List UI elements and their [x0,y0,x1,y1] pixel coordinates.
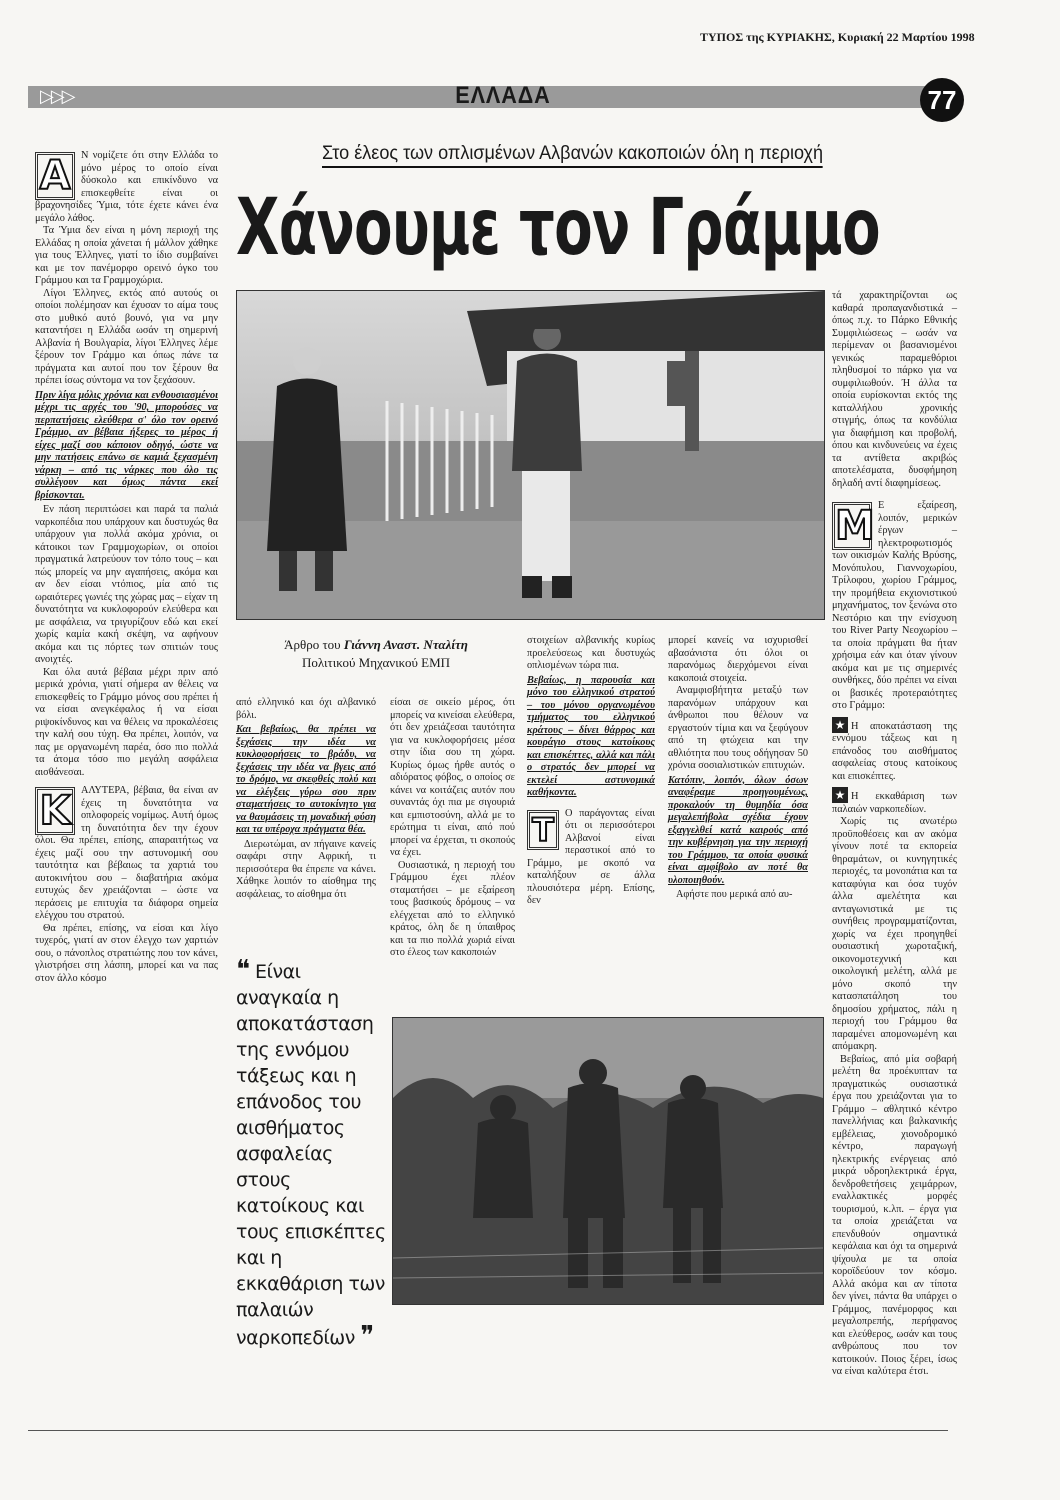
dropcap-k: Κ [35,787,75,835]
column-1 [35,150,218,985]
column-5 [668,635,808,902]
col2-highlight: Και βεβαίως, θα πρέπει να ξεχάσεις την ιδέα να κυκλοφορήσεις το βράδυ, να ξεχάσεις την ιδέα να βγεις από το δρόμο, να σκεφθείς πολύ και να ελέγξεις γύρω σου πριν σταματήσεις το αυτοκίνητο για να θαυμάσεις τη μοναδική φύση και τα υπέροχα πράγματα θέα. [236,724,376,835]
col6-p1: τά χαρακτηρίζονται ως καθαρά προπαγανδιστικά – όπως π.χ. το Πάρκο Εθνικής Συμφιλιώσεως – ωσάν να περίμεναν οι βασανισμένοι γενικώς παραμεθόριοι πληθυσμοί το πάρκο για να συμφιλιωθούν. Ή άλλα τα οποία ευρίσκονται εκτός της καταλλήλου χρονικής στιγμής, όπως τα κονδύλια για διαφήμιση και προβολή, όπου και κινδυνεύεις να έχεις τα αντίθετα ακριβώς αποτελέσματα, δυσφήμηση δηλαδή αντί διαφημίσεως. [832,290,957,489]
column-4 [527,635,655,908]
page-number: 77 [920,78,964,122]
col4-p1: στοιχείων αλβανικής κυρίως προελεύσεως και δυστυχώς οπλισμένων τώρα πια. [527,635,655,671]
col5-p4: Αφήστε που μερικά από αυ- [676,889,793,900]
col4-p3: Ο παράγοντας είναι ότι οι περισσότεροι Αλβανοί είναι περαστικοί από το Γράμμο, με σκοπό να καταλήξουν σε άλλα πλουσιότερα μέρη. Επίσης, δεν [527,807,655,906]
col1-p8: Θα πρέπει, επίσης, να είσαι και λίγο τυχερός, γιατί αν στον έλεγχο των χαρτιών σου, ο πάνοπλος στρατιώτης που τον κάνει, γλιστρήσει στη λάσπη, μπορεί και να πας στον άλλο κόσμο [35,922,218,984]
col6-bullet-1: Η αποκατάσταση της εννόμου τάξεως και η επάνοδος του αισθήματος ασφαλείας στους κατοίκους και επισκέπτες. [832,720,957,782]
byline-intro: Άρθρο του [284,637,341,652]
byline-author: Γιάννη Αναστ. Νταλίτη [343,637,468,652]
dropcap-t: Τ [527,810,559,850]
col1-p7: ΑΛΥΤΕΡΑ, βέβαια, θα είναι αν έχεις τη δυνατότητα να οπλοφορείς νομίμως. Αυτή όμως τη δυνατότητα δεν την έχουν όλοι. Θα πρέπει, επίσης, απαραιτήτως να έχεις μαζί σου την αστυνομική σου ταυτότητα και βέβαιως τα χαρτιά του αυτοκινήτου σου – διαβατήρια ακόμα ευτυχώς δεν χρειάζονται – ώστε να περάσεις με επιτυχία τα διάφορα σημεία ελέγχου του στρατού. [35,785,218,921]
section-arrows-icon: ▷▷▷ [40,86,73,107]
col2-p1: από ελληνικό και όχι αλβανικό βόλι. [236,697,376,721]
quote-close-icon: ❞ [360,1321,374,1351]
col1-p2: Τα Ύμια δεν είναι η μόνη περιοχή της Ελλάδας η οποία χάνεται ή μάλλον χάθηκε για τους Έλληνες, γιατί το ίδιο συμβαίνει και με τον πανέμορφο ορεινό όγκο του Γράμμου και τα Γραμμοχώρια. [35,225,218,286]
col5-p1: μπορεί κανείς να ισχυρισθεί αβασάνιστα ότι όλοι οι παρανόμως διερχόμενοι είναι κακοποιά στοιχεία. [668,635,808,684]
column-6 [832,290,957,1379]
bullet-star-icon: ★ [832,787,848,803]
column-2 [236,697,376,901]
col6-p3: Χωρίς τις ανωτέρω προϋποθέσεις και αν ακόμα γίνουν ποτέ τα εκπορεία θηραμάτων, οι κυνηγητικές περιοχές, τα μονοπάτια και τα καταφύγια και όσα τυχόν άλλα αμελέτητα και ανταγωνιστικά με τις συνήθεις προγραμματίζονται, χωρίς να έχει προηγηθεί ουσιαστική χωροταξική, οικονομοτεχνική και οικολογική μελέτη, αλλά με μόνο σκοπό την κατασπατάληση του δημοσίου χρήματος, πάλι η περιοχή του Γράμμου θα παραμένει απομονωμένη και απόμακρη. [832,816,957,1052]
col6-p2: Ε εξαίρεση, λοιπόν, μερικών έργων – ηλεκτροφωτισμός των οικισμών Καλής Βρύσης, Μονόπυλου, Γιαννοχωρίου, Τρίλοφου, χωρίου Γράμμος, την προμήθεια εκχιονιστικού μηχανήματος, τον ξενώνα στο Νεστόριο και την ενίσχυση του River Party Νεοχωρίου – τα οποία πράγματι θα ήταν χρήσιμα εάν και όταν γίνουν ακόμα και με τις σημερινές συνθήκες, δύο πρέπει να είναι οι βασικές προτεραιότητες στο Γράμμο: [832,500,957,711]
headline: Χάνουμε τον Γράμμο [236,183,880,273]
quote-open-icon: ❝ [236,955,250,985]
masthead: ΤΥΠΟΣ της ΚΥΡΙΑΚΗΣ, Κυριακή 22 Μαρτίου 1998 [700,30,975,44]
photo-soldiers-patrol [392,1017,824,1305]
col6-bullet-2: Η εκκαθάριση των παλαιών ναρκοπεδίων. [832,791,957,815]
col5-p2: Αναμφισβήτητα μεταξύ των παρανόμων υπάρχουν και άνθρωποι που θέλουν να εργαστούν τίμια και να ξεφύγουν από τη φτώχεια και την αθλιότητα που τους οδήγησαν 50 χρόνια σοσιαλιστικών επιτυχιών. [668,685,808,771]
column-3 [390,697,515,960]
dropcap-a: Α [35,152,75,200]
pull-quote-text: Είναι αναγκαία η αποκατάσταση της εννόμου τάξεως και η επάνοδος του αισθήματος ασφαλείας στους κατοίκους και τους επισκέπτες και η εκκαθάριση των παλαιών ναρκοπεδίων [236,961,386,1349]
col1-p5: Εν πάση περιπτώσει και παρά τα παλιά ναρκοπέδια που υπάρχουν και δυστυχώς θα υπάρχουν για πολλά ακόμα χρόνια, οι κάτοικοι των Γραμμοχωρίων, οι οποίοι πραγματικά λατρεύουν τον τόπο τους – και πώς μπορείς να μην αγαπήσεις, ακόμα και αν δεν είσαι ντόπιος, μία από τις ωραιότερες γωνιές της χώρας μας – είχαν τη δυνατότητα να κυκλοφορούν ελεύθερα και με ασφάλεια, να τριγυρίζουν εδώ και εκεί χωρίς καμία κακή σκέψη, να αφήνουν ακόμα και τις πόρτες των σπιτιών τους ανοιχτές. [35,504,218,665]
photo-village-men [236,290,825,620]
bullet-star-icon: ★ [832,717,848,733]
col1-p6: Και όλα αυτά βέβαια μέχρι πριν από μερικά χρόνια, γιατί σήμερα αν θέλεις να επισκεφθείς το Γράμμο μόνος σου πρέπει ή να είσαι ανεγκέφαλος ή να είσαι ριψοκίνδυνος και να θέλεις να προκαλέσεις την καλή σου τύχη. Θα πρέπει, λοιπόν, να πας με οργανωμένη παρέα, όσο πιο πολλά τα άτομα τόσο πιο μεγάλη ασφάλεια αισθάνεσαι. [35,666,218,778]
dropcap-m: Μ [832,502,872,550]
byline-title: Πολιτικού Μηχανικού ΕΜΠ [301,655,451,670]
kicker: Στο έλεος των οπλισμένων Αλβανών κακοποιών όλη η περιοχή [322,143,823,168]
col6-p4: Βεβαίως, από μία σοβαρή μελέτη θα προέκυπταν τα πραγματικώς ουσιαστικά έργα που χρειάζονται για το Γράμμο – αθλητικό κέντρο πανελλήνιας και βαλκανικής εμβέλειας, χιονοδρομικό κέντρο, παραγωγή ηλεκτρικής ενέργειας από μικρά υδροηλεκτρικά έργα, δενδροθετήσεις χειμάρρων, εναλλακτικές μορφές τουρισμού, κ.λπ. – έργα για τα οποία χρειάζεται να επενδυθούν σημαντικά κεφάλαια και όχι τα σημερινά ψίχουλα με τα οποία κοροϊδεύουν τον κόσμο. Αλλά ακόμα και αν τίποτα δεν γίνει, πάντα θα υπάρχει ο Γράμμος, πανέμορφος και μεγαλοπρεπής, περήφανος και ελεύθερος, ωσάν και τους ανθρώπους που τον κατοικούν. Ποιος ξέρει, ίσως να είναι καλύτερα έτσι. [832,1053,957,1377]
bottom-rule [28,1430,948,1431]
col1-p3: Λίγοι Έλληνες, εκτός από αυτούς οι οποίοι πολέμησαν και έχυσαν το αίμα τους στο μυθικό αυτό βουνό, για να μην καταντήσει η Ελλάδα ωσάν τη σημερινή Αλβανία ή Βουλγαρία, λίγοι Έλληνες λέμε ξέρουν τον Γράμμο και όπως πάνε τα πράγματα και αυτοί που τον ξέρουν θα πρέπει ίσως σύντομα να τον ξεχάσουν. [35,287,218,386]
byline [236,636,516,672]
col5-highlight: Κατόπιν, λοιπόν, όλων όσων αναφέραμε προηγουμένως, προκαλούν τη θυμηδία όσα μεγαλεπήβολα σχέδια έχουν εξαγγελθεί κατά καιρούς από την κυβέρνηση για την περιοχή του Γράμμου, τα οποία φυσικά είναι αμφίβολο αν ποτέ θα υλοποιηθούν. [668,774,808,886]
col2-p3: Διερωτώμαι, αν πήγαινε κανείς σαφάρι στην Αφρική, τι περισσότερα θα έπρεπε να κάνει. Χάθηκε λοιπόν το αίσθημα της ασφάλειας, το αίσθημα ότι [236,838,376,900]
col1-highlight: Πριν λίγα μόλις χρόνια και ενθουσιασμένοι μέχρι τις αρχές του '90, μπορούσες να περπατήσεις ελεύθερα σ' όλο τον ορεινό Γράμμο, αν βέβαια ήξερες το μέρος ή είχες μαζί σου κάποιον οδηγό, ώστε να μην πατήσεις επάνω σε καμιά ξεχασμένη νάρκη – από τις νάρκες που όλο τις συλλέγουν και όμως πάντα εκεί βρίσκονται. [35,389,218,501]
pull-quote [236,957,386,1351]
col3-p2: Ουσιαστικά, η περιοχή του Γράμμου έχει πλέον σταματήσει – με εξαίρεση τους βασικούς δρόμους – να ελέγχεται από το ελληνικό κράτος, όλη δε η ύπαιθρος και τα πιο πολλά χωριά είναι στο έλεος των κακοποιών [390,859,515,958]
col1-p1: Ν νομίζετε ότι στην Ελλάδα το μόνο μέρος το οποίο είναι δύσκολο και επικίνδυνο να επισκεφθείτε είναι οι βραχονησίδες Ύμια, τότε έχετε κάνει ένα μεγάλο λάθος. [35,150,218,224]
col3-p1: είσαι σε οικείο μέρος, ότι μπορείς να κινείσαι ελεύθερα, ότι δεν χρειάζεσαι ταυτότητα για να κυκλοφορήσεις μέσα στην ίδια σου τη χώρα. Κυρίως όμως ήρθε αυτός ο αδιόρατος φόβος, ο οποίος σε κάνει να κοιτάζεις αυτόν που συναντάς όχι πια με σιγουριά και εμπιστοσύνη, αλλά με το ερώτημα τι είναι, από πού μπορεί να έρχεται, τι σκοπούς να έχει. [390,697,515,858]
section-name: ΕΛΛΑΔΑ [455,82,551,109]
col4-highlight: Βεβαίως, η παρουσία και μόνο του ελληνικού στρατού – του μόνου οργανωμένου τμήματος του ελληνικού κράτους – δίνει θάρρος και κουράγιο στους κατοίκους και επισκέπτες, αλλά και πάλι ο στρατός δεν μπορεί να εκτελεί αστυνομικά καθήκοντα. [527,674,655,798]
